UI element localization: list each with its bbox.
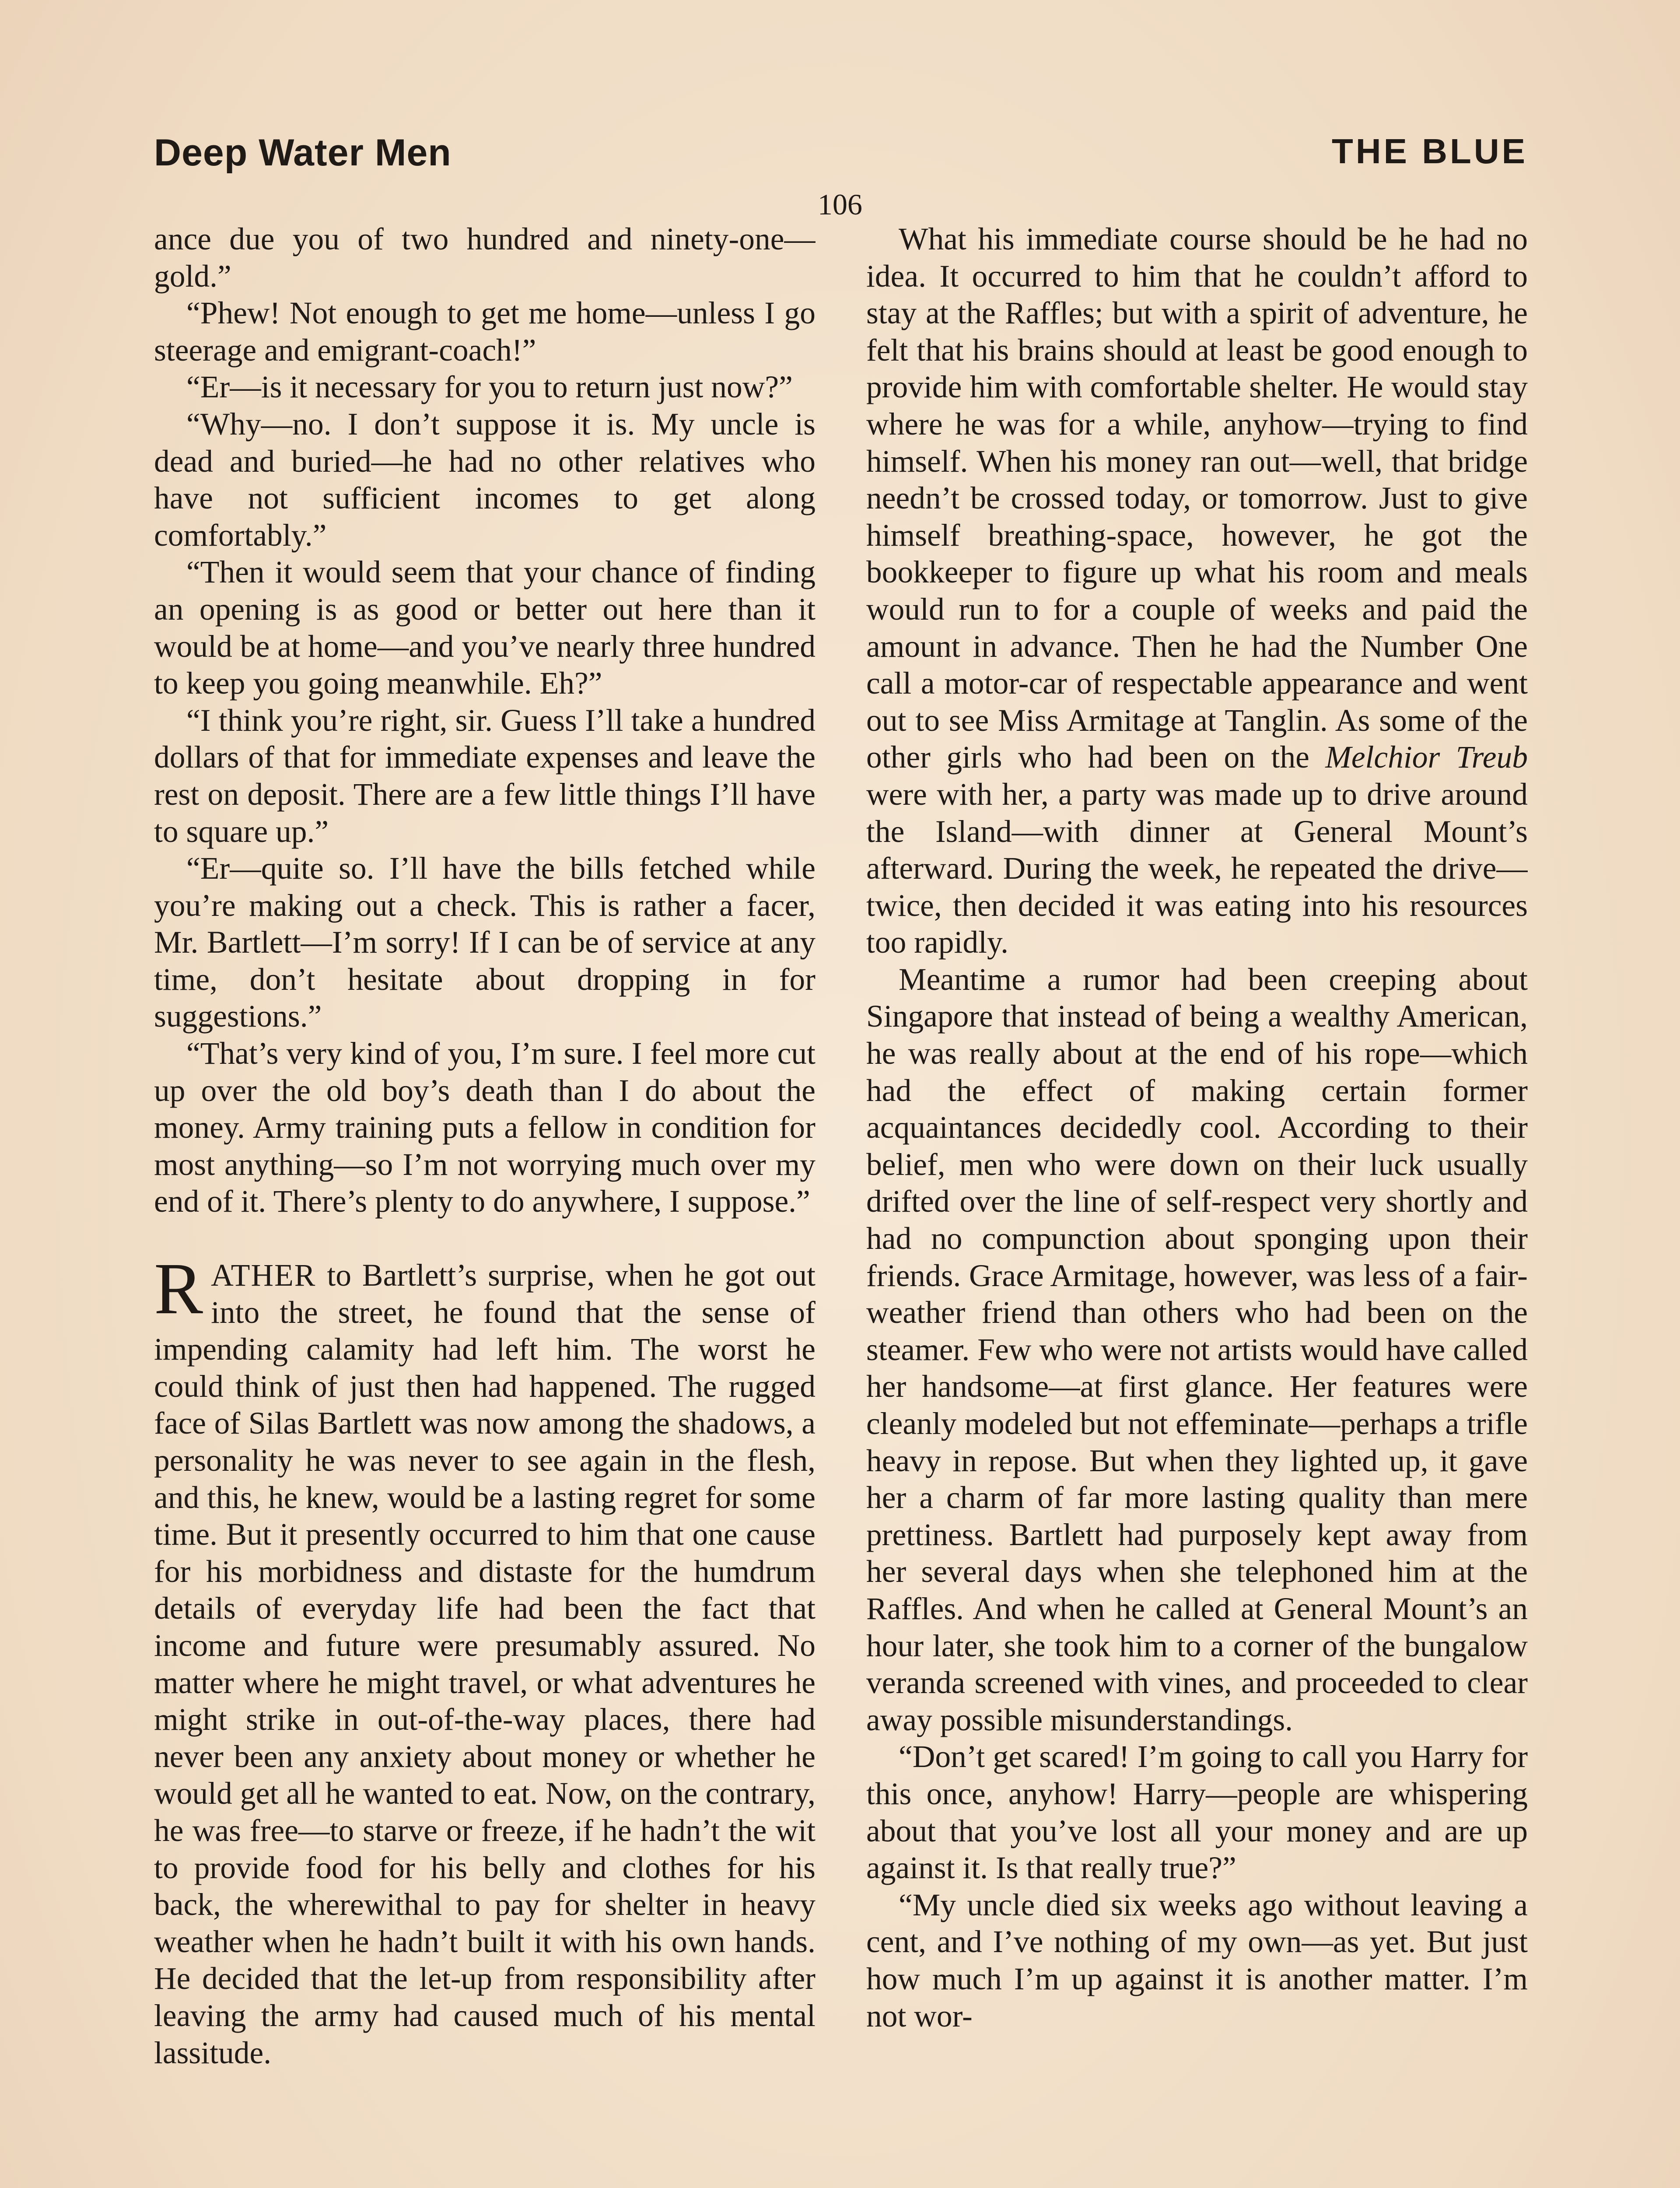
paragraph: “Don’t get scared! I’m going to call you Harry for this once, anyhow! Harry—people are whispering about that you’ve lost all your money and are up against it. Is that really true?” [866,1739,1528,1886]
paragraph: Meantime a rumor had been creeping about Singapore that instead of being a wealthy American, he was really about at the end of his rope—which had the effect of making certain former acquaintances decidedly cool. According to their belief, men who were down on their luck usually drifted over the line of self-respect very shortly and had no compunction about sponging upon their friends. Grace Armitage, however, was less of a fair-weather friend than others who had been on the steamer. Few who were not artists would have called her handsome—at first glance. Her features were cleanly modeled but not effeminate—perhaps a trifle heavy in repose. But when they lighted up, it gave her a charm of far more lasting quality than mere prettiness. Bartlett had purposely kept away from her several days when she telephoned him at the Raffles. And when he called at General Mount’s an hour later, she took him to a corner of the bungalow veranda screened with vines, and proceeded to clear away possible misunderstandings. [866,962,1528,1737]
drop-cap: R [154,1248,203,1330]
section-opening-paragraph [154,1248,816,2072]
paragraph: “Er—is it necessary for you to return just now?” [186,370,793,405]
paragraph: ance due you of two hundred and ninety-one—gold.” [154,222,816,294]
story-title: Deep Water Men [154,132,452,174]
running-head [154,131,1528,184]
paragraph: “Then it would seem that your chance of finding an opening is as good or better out here than it would be at home—and you’ve nearly three hundred to keep you going meanwhile. Eh?” [154,555,816,701]
magazine-title: THE BLUE [1332,132,1528,171]
paragraph: “My uncle died six weeks ago without leaving a cent, and I’ve nothing of my own—as yet. But just how much I’m up against it is another matter. I’m not wor- [866,1887,1528,2034]
paragraph: “Er—quite so. I’ll have the bills fetched while you’re making out a check. This is rather a facer, Mr. Bartlett—I’m sorry! If I can be of service at any time, don’t hesitate about dropping in for suggestions.” [154,851,816,1034]
paragraph-text: were with her, a party was made up to drive around the Island—with dinner at General Mount’s afterward. During the week, he repeated the drive—twice, then decided it was eating into his resources too rapidly. [866,777,1528,960]
paragraph-text: What his immediate course should be he had no idea. It occurred to him that he couldn’t afford to stay at the Raffles; but with a spirit of adventure, he felt that his brains should at least be good enough to provide him with comfortable shelter. He would stay where he was for a while, anyhow—trying to find himself. When his money ran out—well, that bridge needn’t be crossed today, or tomorrow. Just to give himself breathing-space, however, he got the bookkeeper to figure up what his room and meals would run to for a couple of weeks and paid the amount in advance. Then he had the Number One call a motor-car of respectable appearance and went out to see Miss Armitage at Tanglin. As some of the other girls who had been on the [866,222,1528,775]
paragraph-text: to Bartlett’s surprise, when he got out into the street, he found that the sense of impending calamity had left him. The worst he could think of just then had happened. The rugged face of Silas Bartlett was now among the shadows, a personality he was never to see again in the flesh, and this, he knew, would be a lasting regret for some time. But it presently occurred to him that one cause for his morbidness and distaste for the humdrum details of everyday life had been the fact that income and future were presumably assured. No matter where he might travel, or what adventures he might strike in out-of-the-way places, there had never been any anxiety about money or whether he would get all he wanted to eat. Now, on the contrary, he was free—to starve or freeze, if he hadn’t the wit to provide food for his belly and clothes for his back, the wherewithal to pay for shelter in heavy weather when he hadn’t built it with his own hands. He decided that the let-up from responsibility after leaving the army had caused much of his mental lassitude. [154,1258,816,2070]
paragraph: “Why—no. I don’t suppose it is. My uncle is dead and buried—he had no other relatives who have not sufficient incomes to get along comfortably.” [154,407,816,553]
paragraph [866,221,1528,961]
paragraph: “I think you’re right, sir. Guess I’ll take a hundred dollars of that for immediate expenses and leave the rest on deposit. There are a few little things I’ll have to square up.” [154,703,816,849]
paragraph: “Phew! Not enough to get me home—unless I go steerage and emigrant-coach!” [154,296,816,368]
right-column [866,221,1528,2188]
left-column [154,221,816,2188]
paragraph: “That’s very kind of you, I’m sure. I feel more cut up over the old boy’s death than I do about the money. Army training puts a fellow in condition for most anything—so I’m not worrying much over my end of it. There’s plenty to do anywhere, I suppose.” [154,1036,816,1219]
page-number: 106 [818,188,862,221]
smallcaps-lead: ATHER [211,1258,316,1293]
ship-name: Melchior Treub [1325,740,1528,775]
